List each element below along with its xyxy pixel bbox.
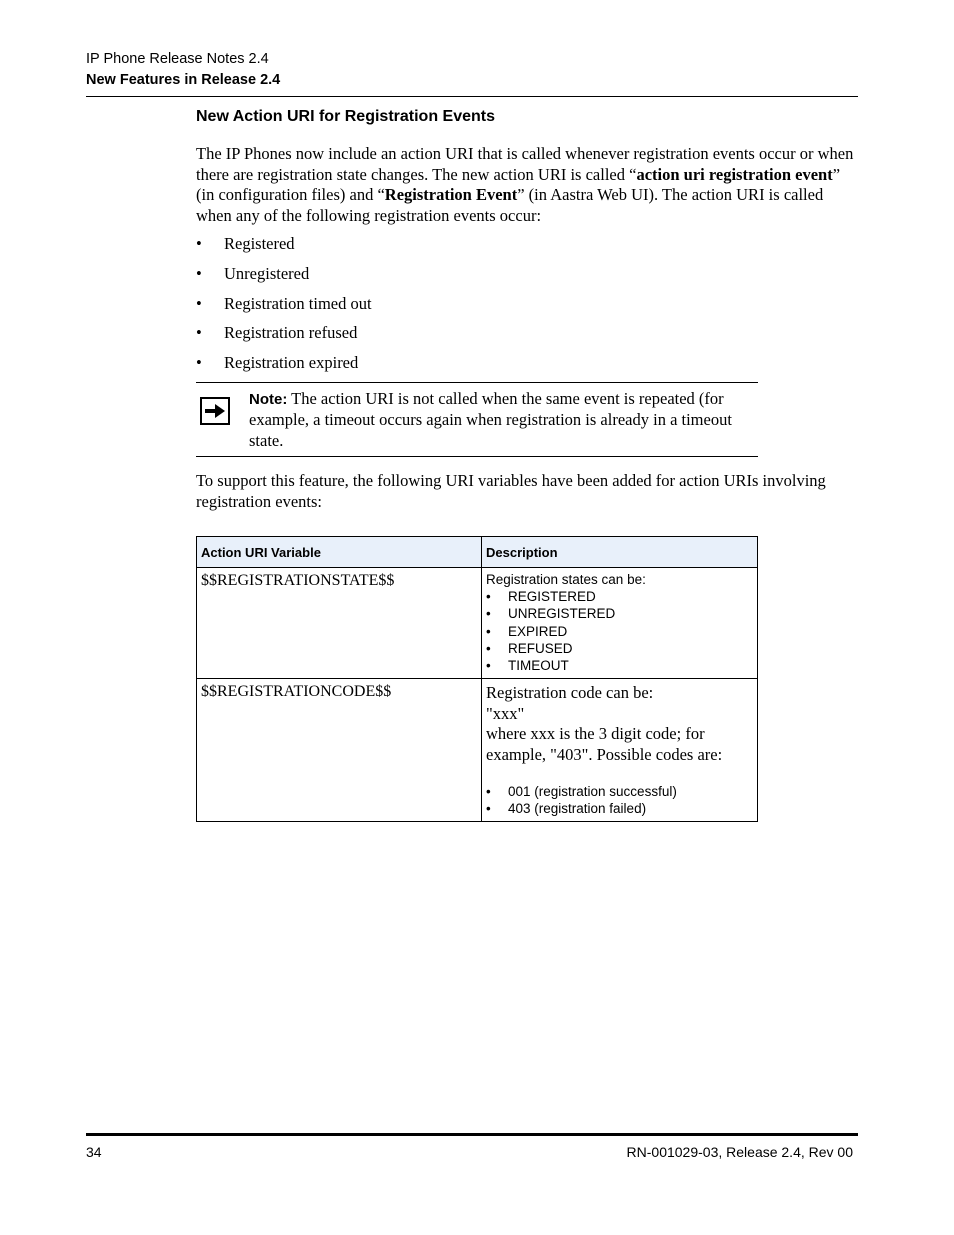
state-value: UNREGISTERED: [508, 606, 616, 622]
note-top-rule: [196, 382, 758, 383]
list-item: [196, 323, 372, 353]
event-label: Unregistered: [224, 263, 310, 283]
intro-text-1: The IP Phones now include an action URI that is called whenever registration events occur or when there are registration state changes. The new action URI is called “: [196, 144, 854, 184]
list-item: [486, 800, 753, 817]
description-line: "xxx": [486, 703, 525, 723]
table-row: [197, 568, 758, 679]
event-label: Registration refused: [224, 323, 358, 343]
list-item: [486, 657, 753, 674]
list-item: [486, 588, 753, 605]
uri-variables-table: [196, 536, 758, 822]
events-list: [196, 234, 372, 383]
bullet: •: [486, 640, 491, 656]
list-item: [486, 605, 753, 622]
bullet: •: [196, 293, 202, 313]
note-text: [249, 389, 757, 451]
state-list: [486, 588, 753, 674]
header-divider: [86, 96, 858, 97]
list-item: [486, 783, 753, 800]
intro-paragraph: [196, 144, 856, 226]
bullet: •: [196, 234, 202, 253]
bullet: •: [486, 623, 491, 639]
bullet: •: [196, 353, 202, 373]
bullet: •: [486, 589, 491, 605]
intro-text-3: ” (in Aastra Web UI). The action URI is called when any of the following registration events occur:: [196, 185, 824, 225]
description-line: Registration code can be:: [486, 683, 654, 702]
event-label: Registration expired: [224, 353, 359, 373]
list-item: [196, 234, 372, 264]
state-value: REGISTERED: [508, 589, 596, 605]
doc-title: IP Phone Release Notes 2.4: [86, 51, 269, 67]
description-line: where xxx is the 3 digit code; for example, "403". Possible codes are:: [486, 724, 723, 764]
bullet: •: [486, 801, 491, 817]
variable-name: $$REGISTRATIONCODE$$: [201, 683, 392, 700]
support-paragraph: To support this feature, the following URI variables have been added for action URIs involving registration events:: [196, 471, 826, 511]
column-header-variable: Action URI Variable: [197, 537, 482, 568]
bullet: •: [486, 784, 491, 799]
list-item: [196, 353, 372, 383]
bullet: •: [196, 263, 202, 283]
code-value: 403 (registration failed): [508, 801, 647, 817]
variable-cell: [197, 568, 482, 679]
state-value: TIMEOUT: [508, 658, 569, 674]
footer-divider: [86, 1133, 858, 1136]
intro-bold-webui-name: Registration Event: [384, 185, 518, 204]
page-number: 34: [86, 1144, 102, 1160]
document-id: RN-001029-03, Release 2.4, Rev 00: [626, 1144, 853, 1160]
description-cell: [482, 568, 758, 679]
code-list: [486, 783, 753, 817]
list-item: [196, 294, 372, 324]
note-label: Note:: [249, 391, 288, 408]
intro-text-2: ” (in configuration files) and “: [196, 164, 841, 204]
intro-bold-config-name: action uri registration event: [636, 164, 833, 184]
state-value: EXPIRED: [508, 623, 568, 639]
table-row: [197, 679, 758, 822]
variable-cell: [197, 679, 482, 822]
list-item: [486, 640, 753, 657]
list-item: [196, 264, 372, 294]
note-body: The action URI is not called when the same event is repeated (for example, a timeout occurs again when registration is already in a timeout state.: [249, 389, 732, 450]
event-label: Registration timed out: [224, 293, 372, 313]
list-item: [486, 623, 753, 640]
bullet: •: [486, 658, 491, 674]
code-value: 001 (registration successful): [508, 784, 677, 799]
section-heading: New Action URI for Registration Events: [196, 108, 495, 125]
column-header-description: Description: [482, 537, 758, 568]
arrow-right-icon: [200, 397, 230, 425]
variable-name: $$REGISTRATIONSTATE$$: [201, 572, 395, 589]
bullet: •: [196, 323, 202, 343]
description-intro: Registration states can be:: [486, 572, 646, 587]
note-bottom-rule: [196, 456, 758, 457]
section-title: New Features in Release 2.4: [86, 72, 281, 88]
event-label: Registered: [224, 234, 295, 253]
bullet: •: [486, 606, 491, 622]
table-header-row: [197, 537, 758, 568]
description-cell: [482, 679, 758, 822]
state-value: REFUSED: [508, 640, 573, 656]
